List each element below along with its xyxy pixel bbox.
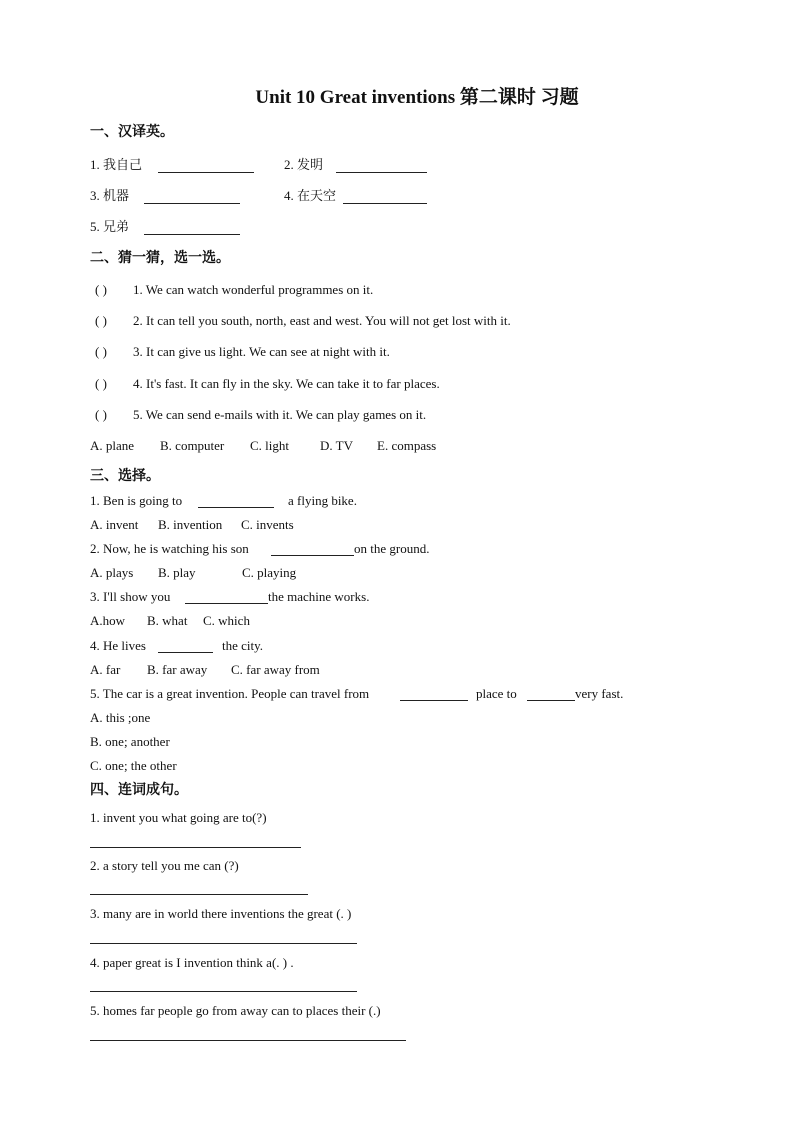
- s4-item-1: 1. invent you what going are to(?): [90, 810, 267, 825]
- s3-q5-option-c: C. one; the other: [90, 758, 177, 773]
- s2-item-3: 3. It can give us light. We can see at night with it.: [133, 344, 390, 359]
- s3-q2-option-a: A. plays: [90, 565, 134, 580]
- s3-q4-blank[interactable]: [158, 652, 213, 653]
- s3-q5-option-b: B. one; another: [90, 734, 170, 749]
- s4-item-3: 3. many are in world there inventions the great (. ): [90, 906, 352, 921]
- s3-q1-text: 1. Ben is going to: [90, 493, 183, 508]
- s1-item-4: 4. 在天空: [284, 188, 337, 203]
- s3-q3-text-end: the machine works.: [268, 589, 370, 604]
- section1-heading: 一、汉译英。: [90, 125, 174, 140]
- s2-item-4: 4. It's fast. It can fly in the sky. We can take it to far places.: [133, 376, 440, 391]
- s2-option-e: E. compass: [377, 438, 437, 453]
- section2-heading: 二、猜一猜，选一选。: [90, 251, 230, 266]
- s2-option-b: B. computer: [160, 438, 225, 453]
- s4-answer-line-5[interactable]: [90, 1040, 406, 1041]
- s1-answer-line-5[interactable]: [144, 234, 240, 235]
- s4-item-2: 2. a story tell you me can (?): [90, 858, 239, 873]
- s3-q3-option-c: C. which: [203, 613, 250, 628]
- s3-q2-option-b: B. play: [158, 565, 196, 580]
- s1-answer-line-4[interactable]: [343, 203, 427, 204]
- s3-q4-option-b: B. far away: [147, 662, 208, 677]
- s3-q3-blank[interactable]: [185, 603, 268, 604]
- s1-item-3: 3. 机器: [90, 188, 130, 203]
- s2-item-2: 2. It can tell you south, north, east and west. You will not get lost with it.: [133, 313, 511, 328]
- s1-answer-line-1[interactable]: [158, 172, 254, 173]
- s2-item-5: 5. We can send e-mails with it. We can play games on it.: [133, 407, 427, 422]
- s3-q5-blank-2[interactable]: [527, 700, 575, 701]
- s1-item-1: 1. 我自己: [90, 157, 143, 172]
- s3-q4-text-end: the city.: [222, 638, 264, 653]
- s3-q2-text: 2. Now, he is watching his son: [90, 541, 249, 556]
- s3-q1-blank[interactable]: [198, 507, 274, 508]
- s2-bracket-3[interactable]: ( ): [95, 344, 107, 359]
- s3-q2-option-c: C. playing: [242, 565, 297, 580]
- s3-q2-blank[interactable]: [271, 555, 354, 556]
- s3-q5-option-a: A. this ;one: [90, 710, 151, 725]
- s2-bracket-2[interactable]: ( ): [95, 313, 107, 328]
- s4-answer-line-2[interactable]: [90, 894, 308, 895]
- s1-item-5: 5. 兄弟: [90, 219, 130, 234]
- s4-item-4: 4. paper great is I invention think a(. ) .: [90, 955, 294, 970]
- s3-q5-blank-1[interactable]: [400, 700, 468, 701]
- s4-answer-line-1[interactable]: [90, 847, 301, 848]
- page-title: Unit 10 Great inventions 第二课时 习题: [255, 87, 579, 108]
- s1-answer-line-2[interactable]: [336, 172, 427, 173]
- s2-bracket-4[interactable]: ( ): [95, 376, 107, 391]
- s3-q4-option-c: C. far away from: [231, 662, 320, 677]
- s2-option-c: C. light: [250, 438, 290, 453]
- s2-option-d: D. TV: [320, 438, 353, 453]
- s3-q4-text: 4. He lives: [90, 638, 146, 653]
- section4-heading: 四、连词成句。: [90, 783, 188, 798]
- s3-q2-text-end: on the ground.: [354, 541, 430, 556]
- s3-q5-text: 5. The car is a great invention. People can travel from: [90, 686, 370, 701]
- s3-q4-option-a: A. far: [90, 662, 121, 677]
- s3-q1-text-end: a flying bike.: [288, 493, 357, 508]
- s3-q3-text: 3. I'll show you: [90, 589, 171, 604]
- s3-q3-option-b: B. what: [147, 613, 188, 628]
- s3-q3-option-a: A.how: [90, 613, 126, 628]
- s3-q5-text-mid: place to: [476, 686, 517, 701]
- s4-answer-line-4[interactable]: [90, 991, 357, 992]
- s3-q1-option-b: B. invention: [158, 517, 223, 532]
- s2-bracket-5[interactable]: ( ): [95, 407, 107, 422]
- s2-option-a: A. plane: [90, 438, 135, 453]
- s3-q1-option-c: C. invents: [241, 517, 294, 532]
- s3-q5-text-end: very fast.: [575, 686, 624, 701]
- s4-answer-line-3[interactable]: [90, 943, 357, 944]
- s2-bracket-1[interactable]: ( ): [95, 282, 107, 297]
- s1-answer-line-3[interactable]: [144, 203, 240, 204]
- s4-item-5: 5. homes far people go from away can to places their (.): [90, 1003, 381, 1018]
- s2-item-1: 1. We can watch wonderful programmes on it.: [133, 282, 374, 297]
- s1-item-2: 2. 发明: [284, 157, 324, 172]
- s3-q1-option-a: A. invent: [90, 517, 139, 532]
- section3-heading: 三、选择。: [90, 469, 160, 484]
